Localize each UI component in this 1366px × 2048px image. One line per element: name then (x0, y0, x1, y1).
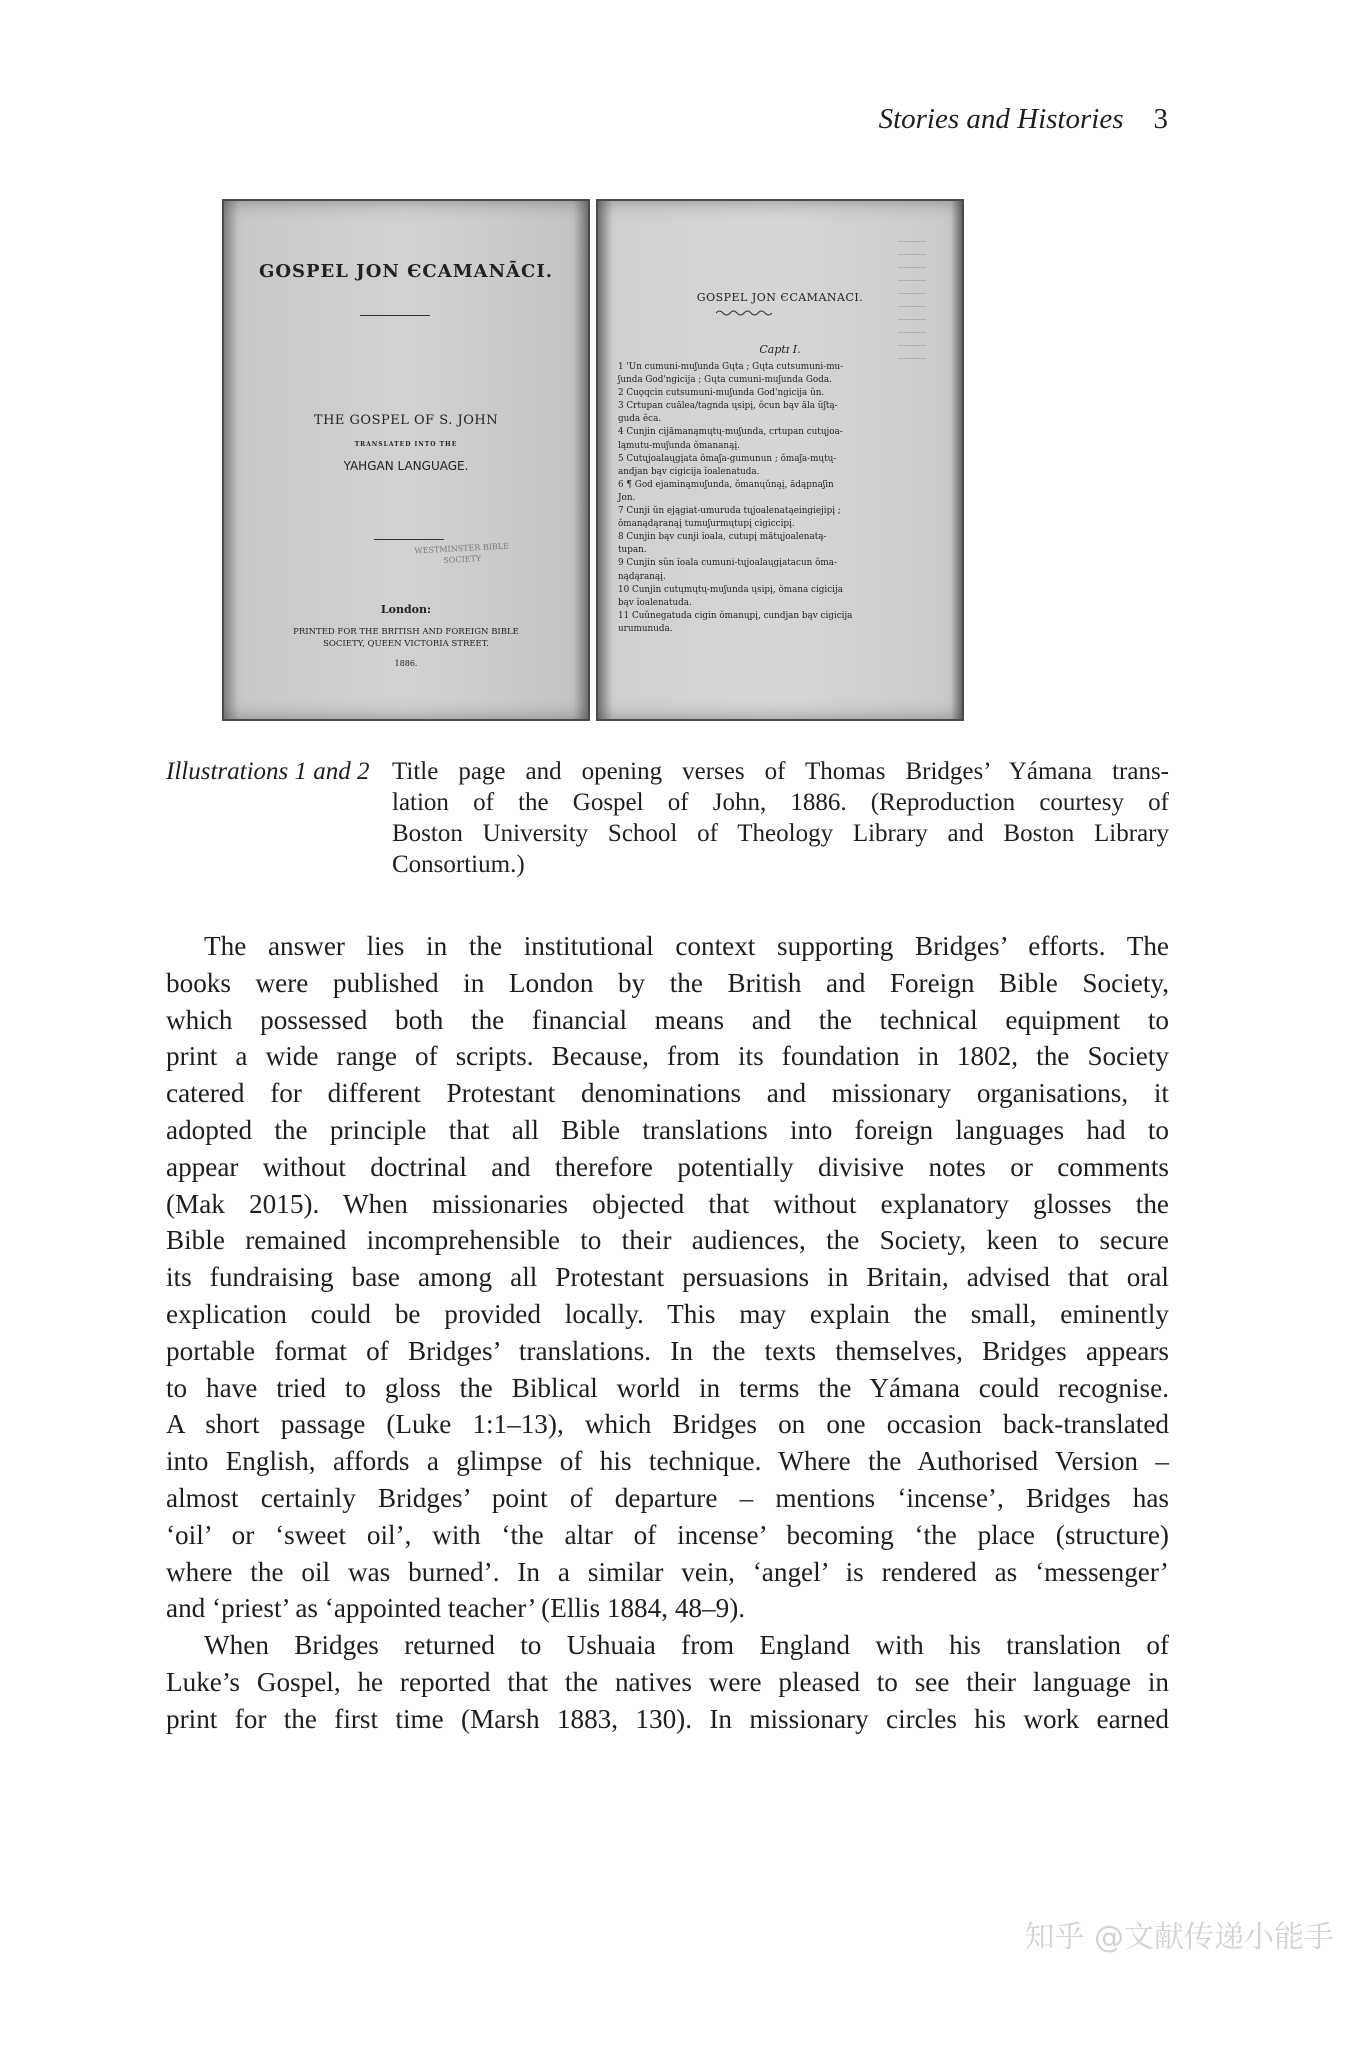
opening-page-scan (596, 199, 964, 721)
verse-line: nądąranąį. (618, 571, 666, 582)
body-line: into English, affords a glimpse of his technique. Where the Authorised Version – (166, 1446, 1169, 1477)
verse-line: 3 Crtupan cuălea/tagnda ųsipį, ŏcun bąv ăla ŭʃtą- (618, 401, 838, 412)
caption-text (392, 756, 1169, 880)
ornament-rule (716, 309, 772, 317)
body-line: The answer lies in the institutional context supporting Bridges’ efforts. The (204, 931, 1169, 961)
verse-line: Jon. (618, 492, 636, 503)
body-line: its fundraising base among all Protestant persuasions in Britain, advised that oral (166, 1262, 1169, 1293)
body-line: adopted the principle that all Bible translations into foreign languages had to (166, 1114, 1169, 1145)
body-line: and ‘priest’ as ‘appointed teacher’ (Ellis 1884, 48–9). (166, 1593, 746, 1624)
printer-line-2: SOCIETY, QUEEN VICTORIA STREET. (323, 639, 489, 649)
opening-page-verses (618, 361, 918, 636)
verse-line: 10 Cunjin cutųmųtų-muʃunda ųsipį, ŏmana cigicija (618, 584, 843, 595)
caption-line: Consortium.) (392, 851, 525, 878)
verse-line: 5 Cutųjoalaųgįata ŏmaʃa-gumunun ; ŏmaʃa-mųtų- (618, 453, 837, 464)
opening-page-chapter: Captɪ I. (759, 343, 801, 356)
figure-caption (166, 756, 1169, 880)
title-page-place: London: (380, 603, 432, 616)
verse-line: ŏmanądąranąį tumuʃurmųtupį cigiccipį. (618, 519, 795, 530)
verse-line: ʃunda God'ngicija ; Gųta cumuni-muʃunda Goda. (618, 375, 832, 386)
verse-line: tupan. (618, 545, 647, 556)
opening-page-title: GOSPEL JON ЄCAMANACI. (696, 291, 864, 304)
page-number: 3 (1153, 103, 1168, 135)
caption-line: Boston University School of Theology Library and Boston Library (392, 820, 1169, 847)
verse-line: urumunuda. (618, 623, 673, 634)
body-line: where the oil was burned’. In a similar vein, ‘angel’ is rendered as ‘messenger’ (166, 1556, 1169, 1587)
body-line: catered for different Protestant denominations and missionary organisations, it (166, 1078, 1169, 1109)
caption-line: lation of the Gospel of John, 1886. (Reproduction courtesy of (392, 789, 1169, 816)
verse-line: 2 Cuǫqcin cutsumuni-muʃunda God'ngicija ŭn. (618, 388, 825, 399)
caption-line: Title page and opening verses of Thomas Bridges’ Yámana trans- (392, 758, 1169, 785)
verse-line: ląmutu-muʃunda ŏmananąį. (618, 440, 740, 451)
verse-line: 7 Cunji ŭn ejągiat-umuruda tųjoalenatąeingiejipį ; (618, 506, 841, 517)
caption-label: Illustrations 1 and 2 (166, 758, 370, 785)
body-line: appear without doctrinal and therefore potentially divisive notes or comments (166, 1151, 1169, 1182)
verse-line: 4 Cunjin cijămanąmųtų-muʃunda, crtupan cutųjoa- (618, 427, 843, 438)
body-line: Luke’s Gospel, he reported that the natives were pleased to see their language in (166, 1666, 1169, 1697)
body-line: to have tried to gloss the Biblical world in terms the Yámana could recognise. (166, 1372, 1169, 1403)
title-page-translated: TRANSLATED INTO THE (354, 441, 458, 448)
figure-scans (222, 199, 964, 721)
title-page-title: GOSPEL JON ЄCAMANĀCI. (258, 261, 554, 282)
body-line: almost certainly Bridges’ point of departure – mentions ‘incense’, Bridges has (166, 1482, 1169, 1513)
body-line: Bible remained incomprehensible to their audiences, the Society, keen to secure (166, 1225, 1169, 1256)
verse-line: bąv ĭoalenatuda. (618, 597, 692, 608)
watermark-text: 知乎 @文献传递小能手 (1024, 1920, 1334, 1955)
body-line: which possessed both the financial means and the technical equipment to (166, 1004, 1169, 1035)
printer-line-1: PRINTED FOR THE BRITISH AND FOREIGN BIBLE (293, 627, 519, 637)
body-line: A short passage (Luke 1:1–13), which Bridges on one occasion back-translated (166, 1409, 1169, 1440)
body-line: books were published in London by the British and Foreign Bible Society, (166, 967, 1169, 998)
verse-line: andjan bąv cigicija ĭoalenatuda. (618, 466, 760, 477)
title-page-rule-top (360, 315, 430, 316)
title-page-language: YAHGAN LANGUAGE. (343, 459, 469, 473)
body-line: print for the first time (Marsh 1883, 130). In missionary circles his work earned (166, 1703, 1169, 1734)
title-page-rule-bottom (374, 539, 444, 540)
verse-line: 6 ¶ God ejaminąmuʃunda, ŏmanųŭnąį, ădąpnaʃin (618, 479, 834, 490)
title-page-scan (222, 199, 590, 721)
running-head (879, 103, 1168, 136)
running-head-title: Stories and Histories (878, 103, 1124, 135)
body-line: explication could be provided locally. This may explain the small, eminently (166, 1298, 1169, 1329)
title-page-subtitle: THE GOSPEL OF S. JOHN (313, 413, 499, 428)
library-stamp: WESTMINSTER BIBLE SOCIETY (414, 541, 510, 565)
verse-line: 1 'Un cumuni-muʃunda Gųta ; Gųta cutsumuni-mu- (618, 362, 844, 372)
body-line: ‘oil’ or ‘sweet oil’, with ‘the altar of incense’ becoming ‘the place (structure) (166, 1519, 1169, 1550)
title-page-year: 1886. (394, 659, 418, 668)
body-line: portable format of Bridges’ translations. In the texts themselves, Bridges appears (166, 1335, 1169, 1366)
verse-line: 11 Cuŭnegatuda cigin ŏmanųpį, cundjan bąv cigicija (618, 610, 853, 621)
body-line: print a wide range of scripts. Because, from its foundation in 1802, the Society (166, 1041, 1169, 1072)
body-line: When Bridges returned to Ushuaia from England with his translation of (204, 1630, 1169, 1661)
verse-line: guda ĕca. (618, 414, 662, 425)
body-text (166, 928, 1169, 1738)
title-page-printer (224, 626, 588, 650)
verse-line: 9 Cunjin sŭn ĭoala cumuni-tųjoalaųgįatacun ŏma- (618, 558, 837, 569)
watermark (1024, 1912, 1334, 1956)
body-line: (Mak 2015). When missionaries objected that without explanatory glosses the (166, 1188, 1169, 1219)
verse-line: 8 Cunjin bąv cunji ĭoala, cutupį mătųjoalenatą- (618, 532, 827, 543)
